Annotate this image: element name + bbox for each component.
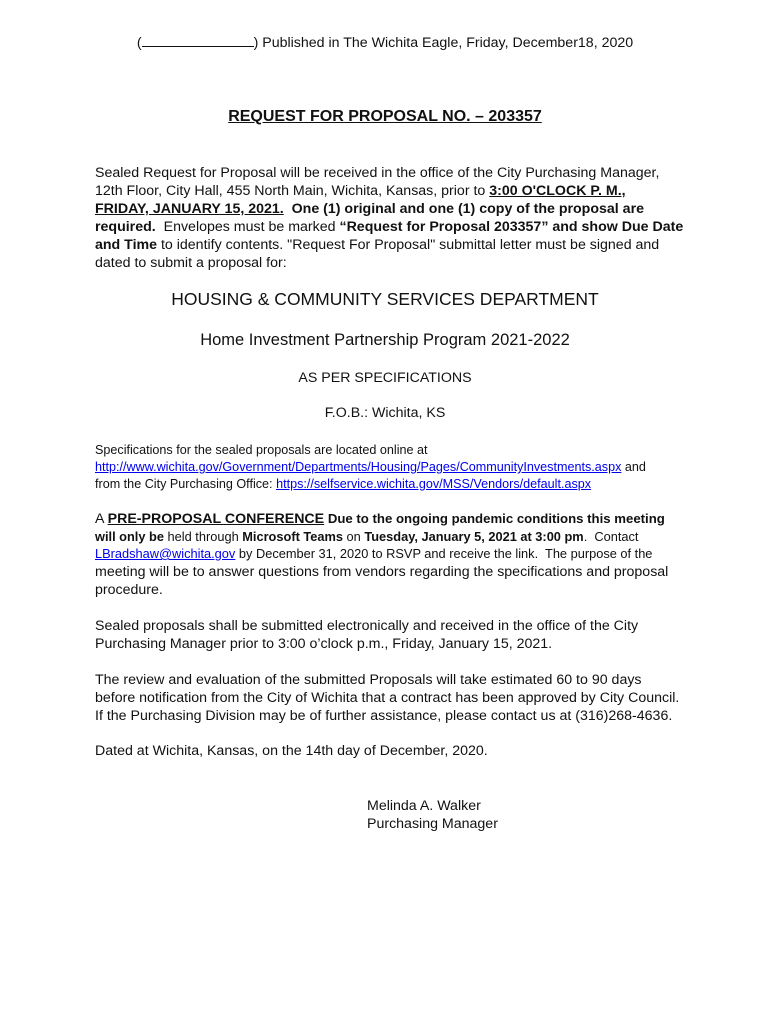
intro-line-5 [95,236,659,254]
review-line-1 [95,671,642,689]
page-title [0,108,770,126]
blank-line [142,34,254,47]
specifications-text: and [621,460,646,474]
submission-text: Sealed proposals shall be submitted electronically and received in the office of the City [95,618,639,634]
intro-text: 12th Floor, City Hall, 455 North Main, Wichita, Kansas, prior to [95,183,490,199]
intro-text-bold: One (1) original and one (1) copy of the proposal are [283,201,644,217]
conference-text: A [95,511,108,527]
close-paren: ) [253,35,263,51]
intro-text: to identify contents. "Request For Proposal" submittal letter must be signed and [157,237,660,253]
intro-line-2 [95,182,626,200]
conference-line-5 [95,581,163,599]
review-text: If the Purchasing Division may be of further assistance, please contact us at (316)268-4636. [95,708,673,724]
intro-text: Envelopes must be marked [155,219,340,235]
signature-role [367,815,498,833]
conference-text: on [343,529,365,544]
specifications-line-2 [95,459,646,475]
fob-text: F.O.B.: Wichita, KS [324,405,446,421]
intro-line-1 [95,164,659,182]
intro-line-4 [95,218,683,236]
conference-text: held through [163,529,243,544]
deadline-time: 3:00 O'CLOCK P. M., [489,183,626,199]
vendors-link[interactable]: https://selfservice.wichita.gov/MSS/Vendors/default.aspx [276,477,592,491]
specifications-line-1 [95,442,428,458]
conference-line-3 [95,545,652,563]
conference-text: . Contact [583,529,639,544]
conference-text-bold: Due to the ongoing pandemic conditions this meeting [324,511,665,526]
conference-platform: Microsoft Teams [242,529,343,544]
signature-name [367,797,481,815]
intro-line-3 [95,200,644,218]
program-text: Home Investment Partnership Program 2021-2022 [200,331,570,349]
deadline-date: FRIDAY, JANUARY 15, 2021. [95,201,284,217]
specifications-text: Specifications for the sealed proposals are located online at [95,443,428,457]
dated-text: Dated at Wichita, Kansas, on the 14th day of December, 2020. [95,743,488,759]
submission-text: Purchasing Manager prior to 3:00 o’clock p.m., Friday, January 15, 2021. [95,636,553,652]
submission-line-2 [95,635,552,653]
conference-text: meeting will be to answer questions from vendors regarding the specifications and proposal [95,564,669,580]
intro-text: Sealed Request for Proposal will be received in the office of the City Purchasing Manager, [95,165,660,181]
review-line-3 [95,707,672,725]
intro-line-6 [95,254,287,272]
review-line-2 [95,689,679,707]
submission-line-1 [95,617,638,635]
department-text: HOUSING & COMMUNITY SERVICES DEPARTMENT [171,289,599,309]
conference-text-bold: will only be [95,529,164,544]
conference-heading: PRE-PROPOSAL CONFERENCE [107,511,325,527]
conference-text: by December 31, 2020 to RSVP and receive the link. The purpose of the [235,546,653,561]
signer-title: Purchasing Manager [367,816,498,832]
open-paren: ( [136,35,142,51]
conference-date: Tuesday, January 5, 2021 at 3:00 pm [364,529,584,544]
review-text: The review and evaluation of the submitted Proposals will take estimated 60 to 90 days [95,672,642,688]
intro-text-bold: and Time [95,237,158,253]
dated-line [95,742,488,760]
specs-line [0,370,770,386]
conference-line-1 [95,510,665,528]
intro-text-bold: “Request for Proposal 203357” and show Due Date [339,219,684,235]
department-heading [0,289,770,310]
conference-line-4 [95,563,668,581]
title-text: REQUEST FOR PROPOSAL NO. – 203357 [228,108,542,125]
publication-text: Published in The Wichita Eagle, Friday, December18, 2020 [262,35,634,51]
fob-line [0,405,770,421]
program-heading [0,331,770,350]
specifications-line-3 [95,476,591,492]
conference-text: procedure. [95,582,163,598]
intro-text-bold: required. [95,219,156,235]
specifications-text: from the City Purchasing Office: [95,477,277,491]
community-investments-link[interactable]: http://www.wichita.gov/Government/Departments/Housing/Pages/CommunityInvestments.aspx [95,460,622,474]
intro-text: dated to submit a proposal for: [95,255,287,271]
review-text: before notification from the City of Wichita that a contract has been approved by City Council. [95,690,680,706]
signer-name: Melinda A. Walker [367,798,481,814]
publication-line [0,34,770,51]
specs-text: AS PER SPECIFICATIONS [298,370,472,386]
conference-line-2 [95,528,638,546]
contact-email-link[interactable]: LBradshaw@wichita.gov [95,546,236,561]
